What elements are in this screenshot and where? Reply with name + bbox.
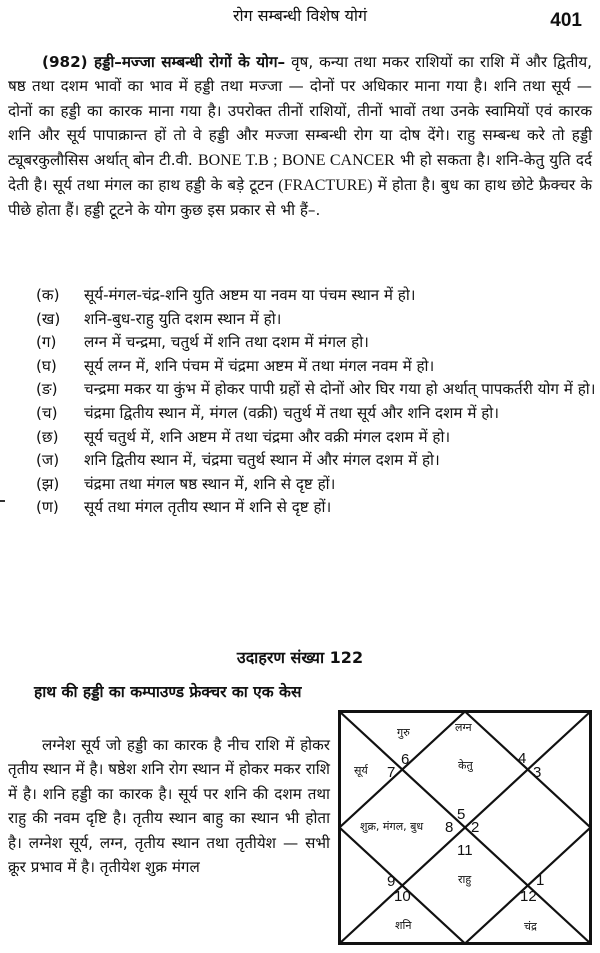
- list-text: चन्द्रमा मकर या कुंभ में होकर पापी ग्रहों से दोनों ओर घिर गया हो अर्थात् पापकर्तरी योग में हो।: [84, 380, 596, 399]
- list-text: चंद्रमा तथा मंगल षष्ठ स्थान में, शनि से दृष्ट हों।: [84, 474, 336, 493]
- list-item: [36, 378, 596, 402]
- list-marker: (ण): [36, 498, 59, 517]
- list-text: सूर्य तथा मंगल तृतीय स्थान में शनि से दृष्ट हों।: [84, 498, 332, 517]
- list-marker: (ङ): [36, 380, 58, 399]
- sign-number-house-7: 11: [457, 842, 473, 859]
- list-marker: (ख): [36, 309, 61, 328]
- section-latin-1: BONE T.B ; BONE CANCER: [197, 151, 395, 169]
- list-item: [36, 284, 596, 308]
- list-item: [36, 496, 596, 520]
- section-982-paragraph: [8, 50, 592, 223]
- list-item: [36, 355, 596, 379]
- list-marker: (क): [36, 286, 60, 304]
- sign-number-house-5: 9: [387, 873, 396, 890]
- planet-shani: शनि: [395, 919, 412, 932]
- running-title: रोग सम्बन्धी विशेष योगं: [232, 6, 368, 25]
- yoga-list: [36, 284, 596, 520]
- planet-guru: गुरु: [397, 726, 410, 739]
- sign-number-house-8: 12: [520, 888, 537, 905]
- sign-number-house-2: 6: [401, 751, 410, 768]
- list-text: शनि-बुध-राहु युति दशम स्थान में हो।: [84, 309, 282, 328]
- list-marker: (घ): [36, 356, 57, 375]
- kundli-chart: [338, 710, 592, 945]
- list-text: शनि द्वितीय स्थान में, चंद्रमा चतुर्थ स्थान में और मंगल दशम में हो।: [84, 451, 440, 470]
- scan-mark: [0, 500, 5, 502]
- planet-chandra: चंद्र: [524, 920, 537, 933]
- sign-number-house-9: 1: [536, 872, 545, 889]
- sign-number-house-3: 7: [387, 764, 396, 781]
- example-body: लग्नेश सूर्य जो हड्डी का कारक है नीच राशि में होकर तृतीय स्थान में है। षष्ठेश शनि रोग स्थान में होकर मकर राशि में है। शनि हड्डी का कारक है। सूर्य पर शनि की दशम तथा राहु की नवम दृष्टि है। तृतीय स्थान बाहु का स्थान भी होता है। लग्नेश सूर्य, लग्न, तृतीय स्थान तथा तृतीयेश — सभी क्रूर प्रभाव में है। तृतीयेश शुक्र मंगल: [8, 736, 330, 877]
- list-item: [36, 308, 596, 332]
- sign-number-house-4: 8: [445, 819, 454, 836]
- sign-number-house-10: 2: [471, 819, 480, 836]
- example-subtitle: हाथ की हड्डी का कम्पाउण्ड फ्रेक्चर का एक केस: [34, 683, 302, 701]
- list-marker: (ग): [36, 333, 57, 352]
- planet-ketu: केतु: [458, 759, 473, 772]
- list-text: सूर्य चतुर्थ में, शनि अष्टम में तथा चंद्रमा और वक्री मंगल दशम में हो।: [84, 427, 451, 446]
- section-body-1: वृष, कन्या तथा मकर राशियों का राशि में और द्वितीय, षष्ठ तथा दशम भावों का भाव में हड्डी तथा मज्जा — दोनों पर अधिकार माना गया है। शनि तथा सूर्य — दोनों का हड्डी का कारक माना गया है। उपरोक्त तीनों राशियों, तीनों भावों तथा उनके स्वामियों एवं कारक शनि और सूर्य पापाक्रान्त हों तो वे हड्डी और मज्जा सम्बन्धी रोग या दोष देंगे। राहु सम्बन्ध करे तो हड्डी ट्यूबरकुलौसिस अर्थात् बोन टी.वी.: [8, 53, 592, 169]
- list-text: लग्न में चन्द्रमा, चतुर्थ में शनि तथा दशम में मंगल हो।: [84, 333, 369, 352]
- section-latin-2: (FRACTURE): [278, 177, 373, 195]
- list-item: [36, 473, 596, 497]
- list-marker: (ज): [36, 451, 60, 470]
- section-body-3: में होता है। बुध का हाथ छोटे फ्रैक्चर के पीछे होता हैं। हड्डी टूटने के योग कुछ इस प्रकार से भी हैं–.: [8, 176, 592, 220]
- planet-shukra-mangal-budh: शुक्र, मंगल, बुध: [360, 820, 424, 833]
- section-heading: (982) हड्डी–मज्जा सम्बन्धी रोगों के योग–: [42, 53, 286, 71]
- sign-number-house-1: 5: [457, 806, 466, 823]
- sign-number-house-6: 10: [394, 888, 411, 905]
- lagna-label: लग्न: [455, 721, 472, 734]
- page-number: 401: [550, 10, 582, 31]
- sign-number-house-12: 4: [518, 750, 527, 767]
- example-title: उदाहरण संख्या 122: [236, 648, 364, 667]
- list-text: चंद्रमा द्वितीय स्थान में, मंगल (वक्री) चतुर्थ में तथा सूर्य और शनि दशम में हो।: [84, 403, 499, 422]
- list-item: [36, 426, 596, 450]
- sign-number-house-11: 3: [533, 764, 542, 781]
- list-text: सूर्य-मंगल-चंद्र-शनि युति अष्टम या नवम या पंचम स्थान में हो।: [84, 286, 416, 304]
- planet-rahu: राहु: [458, 873, 472, 886]
- list-item: [36, 402, 596, 426]
- list-marker: (झ): [36, 474, 60, 493]
- list-text: सूर्य लग्न में, शनि पंचम में चंद्रमा अष्टम में तथा मंगल नवम में हो।: [84, 356, 435, 375]
- planet-surya: सूर्य: [354, 764, 368, 777]
- list-marker: (छ): [36, 427, 59, 446]
- section-body-2: भी हो सकता है। शनि-केतु युति दर्द देती है। सूर्य तथा मंगल का हाथ हड्डी के बड़े टूटन: [8, 150, 593, 195]
- list-item: [36, 331, 596, 355]
- list-marker: (च): [36, 403, 58, 422]
- list-item: [36, 449, 596, 473]
